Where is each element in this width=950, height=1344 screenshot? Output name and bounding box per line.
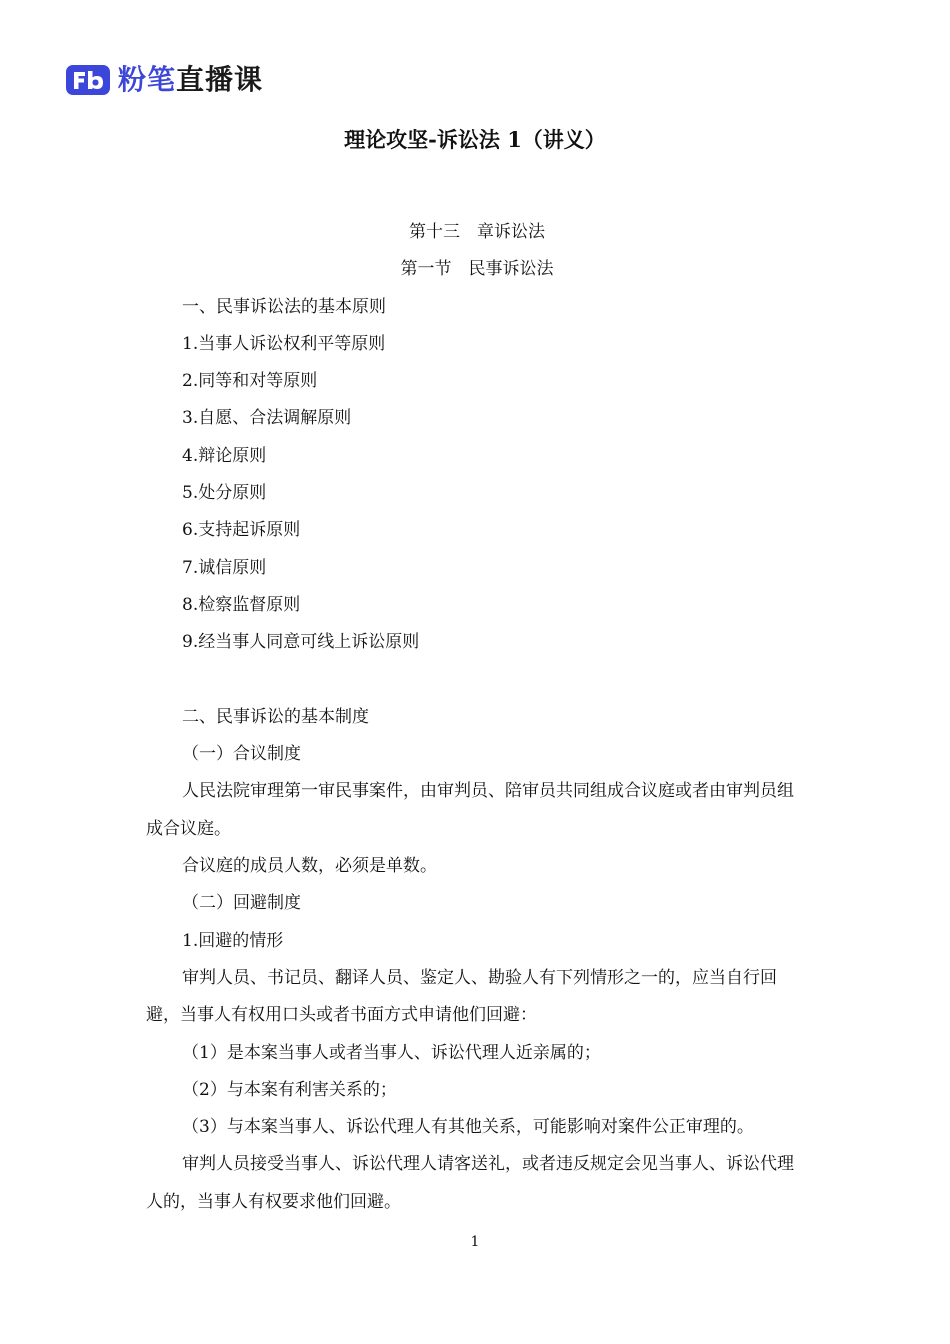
principle-item: 5.处分原则 xyxy=(182,483,267,504)
collegial-paragraph: 合议庭的成员人数，必须是单数。 xyxy=(182,856,437,877)
logo-brand-text: 粉笔 xyxy=(118,63,177,96)
collegial-heading: （一）合议制度 xyxy=(182,744,301,765)
recusal-case-item: （3）与本案当事人、诉讼代理人有其他关系，可能影响对案件公正审理的。 xyxy=(182,1117,754,1138)
page-number: 1 xyxy=(470,1234,480,1250)
document-body xyxy=(146,214,808,1221)
recusal-case-item: （2）与本案有利害关系的； xyxy=(182,1079,397,1100)
fenbi-logo-icon xyxy=(66,63,110,97)
logo-sub-text: 直播课 xyxy=(176,63,264,96)
logo-text xyxy=(118,60,263,100)
principle-item: 4.辩论原则 xyxy=(182,445,267,466)
principle-item: 9.经当事人同意可线上诉讼原则 xyxy=(182,632,420,653)
brand-logo xyxy=(66,60,263,100)
recusal-case-item: （1）是本案当事人或者当事人、诉讼代理人近亲属的； xyxy=(182,1042,601,1063)
document-title: 理论攻坚-诉讼法 1（讲义） xyxy=(344,127,606,152)
section-heading: 第一节 民事诉讼法 xyxy=(400,259,554,280)
spacer xyxy=(146,662,808,699)
recusal-subheading: 1.回避的情形 xyxy=(182,930,284,951)
chapter-heading: 第十三 章诉讼法 xyxy=(409,222,545,242)
principle-item: 1.当事人诉讼权利平等原则 xyxy=(182,333,386,354)
principles-heading: 一、民事诉讼法的基本原则 xyxy=(182,296,386,317)
systems-heading: 二、民事诉讼的基本制度 xyxy=(182,706,369,727)
principle-item: 2.同等和对等原则 xyxy=(182,371,318,392)
recusal-paragraph: 审判人员接受当事人、诉讼代理人请客送礼，或者违反规定会见当事人、诉讼代理人的，当事人有权要求他们回避。 xyxy=(146,1154,794,1212)
recusal-heading: （二）回避制度 xyxy=(182,893,301,914)
principle-item: 6.支持起诉原则 xyxy=(182,520,301,541)
collegial-paragraph: 人民法院审理第一审民事案件，由审判员、陪审员共同组成合议庭或者由审判员组成合议庭。 xyxy=(146,781,794,839)
principle-item: 3.自愿、合法调解原则 xyxy=(182,408,352,429)
recusal-paragraph: 审判人员、书记员、翻译人员、鉴定人、勘验人有下列情形之一的，应当自行回避，当事人有权用口头或者书面方式申请他们回避： xyxy=(146,967,777,1026)
principle-item: 7.诚信原则 xyxy=(182,557,267,578)
principle-item: 8.检察监督原则 xyxy=(182,594,301,615)
